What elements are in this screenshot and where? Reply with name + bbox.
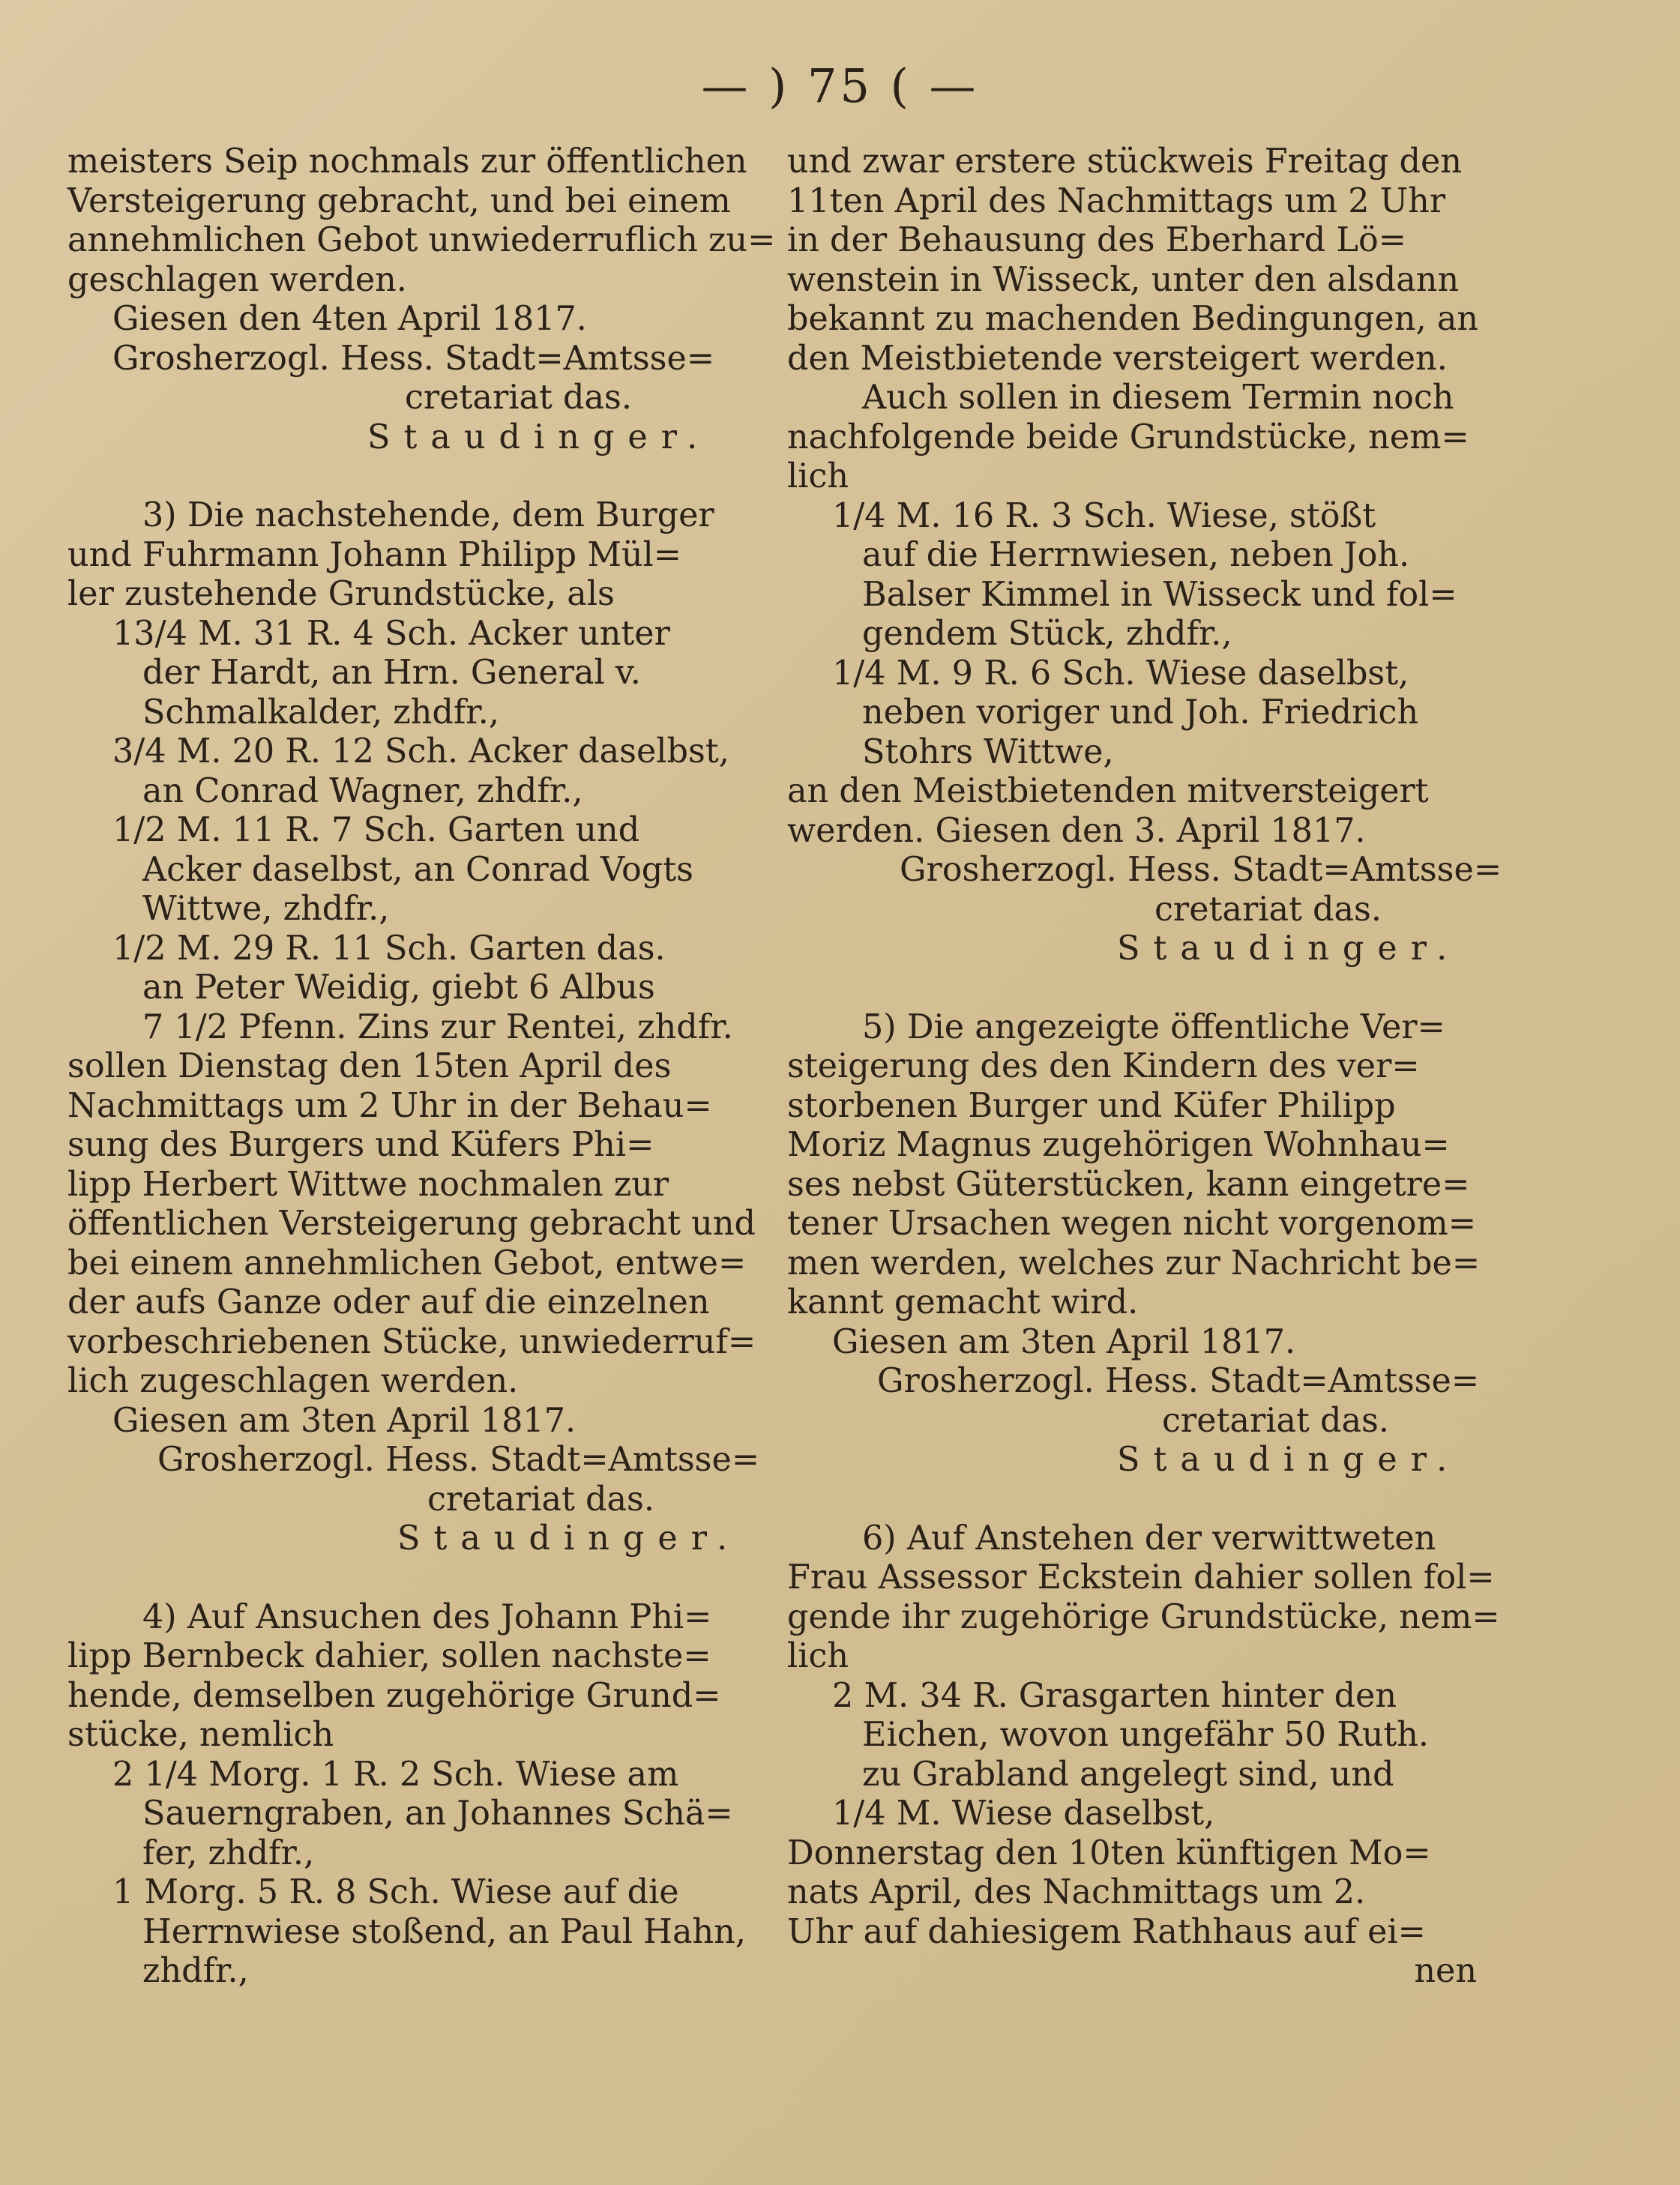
- text-line: wenstein in Wisseck, unter den alsdann: [787, 260, 1460, 299]
- text-line: sollen Dienstag den 15ten April des: [67, 1047, 672, 1085]
- list-item-cont: der Hardt, an Hrn. General v.: [142, 654, 641, 692]
- signature-office-cont: cretariat das.: [427, 1480, 655, 1519]
- list-item-cont: an Conrad Wagner, zhdfr.,: [142, 771, 583, 810]
- text-line: annehmlichen Gebot unwiederruflich zu=: [67, 221, 776, 259]
- list-item-cont: Herrnwiese stoßend, an Paul Hahn,: [142, 1912, 746, 1951]
- text-line: und Fuhrmann Johann Philipp Mül=: [67, 535, 682, 574]
- list-item-cont: Sauerngraben, an Johannes Schä=: [142, 1794, 733, 1833]
- signature-name: Staudinger.: [1117, 1441, 1461, 1479]
- right-column: [787, 142, 1502, 1992]
- signature-name: Staudinger.: [367, 418, 711, 456]
- text-line: gende ihr zugehörige Grundstücke, nem=: [787, 1597, 1500, 1636]
- text-line: meisters Seip nochmals zur öffentlichen: [67, 142, 747, 181]
- text-line: 5) Die angezeigte öffentliche Ver=: [862, 1007, 1445, 1046]
- text-line: hende, demselben zugehörige Grund=: [67, 1676, 721, 1715]
- paragraph-gap: [787, 1480, 1499, 1519]
- list-item: 2 M. 34 R. Grasgarten hinter den: [832, 1676, 1397, 1715]
- text-line: nachfolgende beide Grundstücke, nem=: [787, 418, 1469, 456]
- list-item-cont: an Peter Weidig, giebt 6 Albus: [142, 968, 655, 1007]
- list-item: 1/4 M. Wiese daselbst,: [832, 1794, 1215, 1833]
- text-line: bekannt zu machenden Bedingungen, an: [787, 300, 1479, 338]
- signature-office: Grosherzogl. Hess. Stadt=Amtsse=: [112, 339, 715, 378]
- text-line: sung des Burgers und Küfers Phi=: [67, 1126, 654, 1164]
- text-line: lich: [787, 1637, 849, 1675]
- signature-name: Staudinger.: [1117, 929, 1461, 968]
- list-item: 1/2 M. 11 R. 7 Sch. Garten und: [112, 811, 640, 849]
- text-line: lich zugeschlagen werden.: [67, 1362, 519, 1400]
- signature-office: Grosherzogl. Hess. Stadt=Amtsse=: [900, 851, 1502, 889]
- list-item: 1/4 M. 16 R. 3 Sch. Wiese, stößt: [832, 496, 1376, 535]
- list-item-cont: neben voriger und Joh. Friedrich: [862, 693, 1419, 732]
- text-line: kannt gemacht wird.: [787, 1283, 1139, 1321]
- signature-office-cont: cretariat das.: [405, 379, 633, 417]
- text-line: men werden, welches zur Nachricht be=: [787, 1244, 1481, 1283]
- text-line: ses nebst Güterstücken, kann eingetre=: [787, 1165, 1470, 1204]
- left-column: [67, 142, 776, 1992]
- text-line: 4) Auf Ansuchen des Johann Phi=: [142, 1597, 712, 1636]
- list-item-cont: zu Grabland angelegt sind, und: [862, 1755, 1394, 1794]
- list-item-cont: Wittwe, zhdfr.,: [142, 890, 390, 928]
- text-line: tener Ursachen wegen nicht vorgenom=: [787, 1205, 1477, 1243]
- signature-office-cont: cretariat das.: [1154, 890, 1382, 929]
- list-item-cont: zhdfr.,: [142, 1952, 249, 1990]
- list-item: 1/2 M. 29 R. 11 Sch. Garten das.: [112, 929, 666, 968]
- paragraph-gap: [67, 457, 765, 496]
- date-line: Giesen am 3ten April 1817.: [832, 1322, 1296, 1361]
- signature-office: Grosherzogl. Hess. Stadt=Amtsse=: [157, 1441, 760, 1479]
- list-item-cont: gendem Stück, zhdfr.,: [862, 615, 1232, 653]
- text-line: werden. Giesen den 3. April 1817.: [787, 811, 1366, 850]
- list-item: 2 1/4 Morg. 1 R. 2 Sch. Wiese am: [112, 1755, 679, 1794]
- paragraph-gap: [787, 969, 1499, 1008]
- text-line: Donnerstag den 10ten künftigen Mo=: [787, 1833, 1431, 1872]
- text-line: Frau Assessor Eckstein dahier sollen fol=: [787, 1558, 1495, 1597]
- list-item-cont: fer, zhdfr.,: [142, 1833, 315, 1872]
- list-item-cont: auf die Herrnwiesen, neben Joh.: [862, 536, 1410, 574]
- list-item-cont: Eichen, wovon ungefähr 50 Ruth.: [862, 1716, 1430, 1754]
- text-line: 6) Auf Anstehen der verwittweten: [862, 1519, 1436, 1558]
- text-line: bei einem annehmlichen Gebot, entwe=: [67, 1244, 747, 1283]
- text-line: Nachmittags um 2 Uhr in der Behau=: [67, 1086, 712, 1125]
- text-line: geschlagen werden.: [67, 260, 407, 299]
- list-item-cont: Stohrs Wittwe,: [862, 732, 1114, 771]
- date-line: Giesen am 3ten April 1817.: [112, 1401, 576, 1440]
- list-item: 13/4 M. 31 R. 4 Sch. Acker unter: [112, 614, 670, 653]
- text-line: in der Behausung des Eberhard Lö=: [787, 221, 1407, 259]
- text-line: öffentlichen Versteigerung gebracht und: [67, 1205, 756, 1243]
- text-line: vorbeschriebenen Stücke, unwiederruf=: [67, 1322, 756, 1361]
- text-line: storbenen Burger und Küfer Philipp: [787, 1086, 1396, 1125]
- text-line: stücke, nemlich: [67, 1716, 334, 1754]
- text-line: an den Meistbietenden mitversteigert: [787, 772, 1429, 810]
- text-line: lipp Bernbeck dahier, sollen nachste=: [67, 1637, 711, 1675]
- text-line: lipp Herbert Wittwe nochmalen zur: [67, 1165, 669, 1204]
- list-item: 3/4 M. 20 R. 12 Sch. Acker daselbst,: [112, 732, 729, 771]
- text-line: Uhr auf dahiesigem Rathhaus auf ei=: [787, 1912, 1426, 1951]
- text-line: den Meistbietende versteigert werden.: [787, 339, 1448, 378]
- list-item-cont: 7 1/2 Pfenn. Zins zur Rentei, zhdfr.: [142, 1007, 733, 1046]
- signature-name: Staudinger.: [397, 1519, 741, 1558]
- list-item-cont: Balser Kimmel in Wisseck und fol=: [862, 575, 1457, 614]
- text-line: Auch sollen in diesem Termin noch: [862, 379, 1454, 417]
- text-line: und zwar erstere stückweis Freitag den: [787, 142, 1462, 181]
- text-line: Moriz Magnus zugehörigen Wohnhau=: [787, 1126, 1450, 1164]
- page-number: — ) 75 ( —: [701, 58, 979, 113]
- paragraph-gap: [67, 1559, 765, 1598]
- date-line: Giesen den 4ten April 1817.: [112, 300, 587, 338]
- catchword: nen: [1414, 1952, 1477, 1990]
- list-item-cont: Schmalkalder, zhdfr.,: [142, 693, 499, 732]
- text-line: 11ten April des Nachmittags um 2 Uhr: [787, 181, 1446, 220]
- list-item-cont: Acker daselbst, an Conrad Vogts: [142, 850, 694, 889]
- list-item: 1/4 M. 9 R. 6 Sch. Wiese daselbst,: [832, 654, 1409, 693]
- signature-office: Grosherzogl. Hess. Stadt=Amtsse=: [877, 1362, 1480, 1400]
- text-line: ler zustehende Grundstücke, als: [67, 575, 615, 613]
- signature-office-cont: cretariat das.: [1162, 1401, 1390, 1440]
- text-line: der aufs Ganze oder auf die einzelnen: [67, 1283, 710, 1321]
- text-line: Versteigerung gebracht, und bei einem: [67, 181, 731, 220]
- list-item: 1 Morg. 5 R. 8 Sch. Wiese auf die: [112, 1873, 679, 1911]
- text-line: lich: [787, 457, 849, 495]
- text-line: nats April, des Nachmittags um 2.: [787, 1873, 1366, 1911]
- text-line: steigerung des den Kindern des ver=: [787, 1047, 1420, 1085]
- text-line: 3) Die nachstehende, dem Burger: [142, 496, 714, 534]
